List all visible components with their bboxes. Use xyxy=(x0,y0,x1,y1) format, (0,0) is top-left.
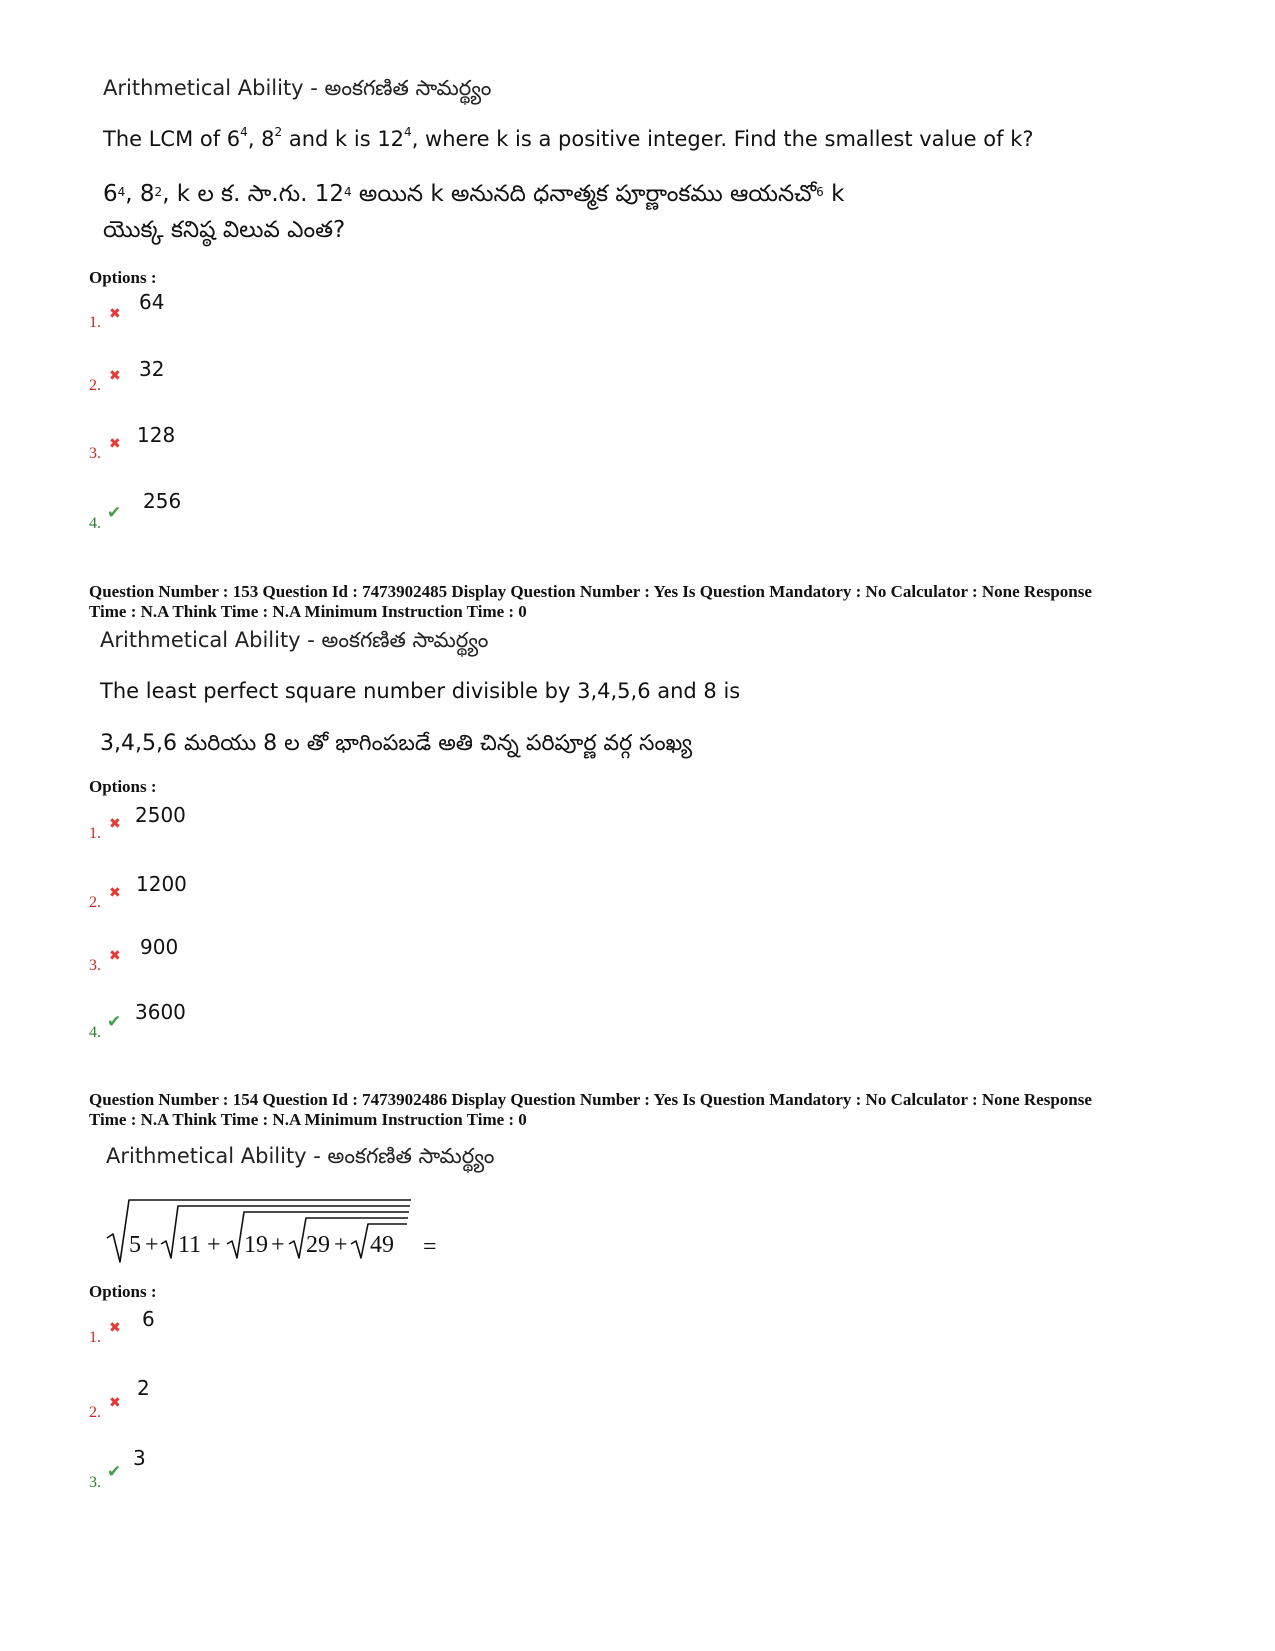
option-item[interactable] xyxy=(0,1307,400,1347)
meta-line-1: Question Number : 154 Question Id : 7473902486 Display Question Number : Yes Is Question Mandatory : No Calculator : None Response xyxy=(89,1090,1092,1109)
option-value: 128 xyxy=(137,423,176,447)
option-value: 3600 xyxy=(135,1000,186,1024)
option-value: 32 xyxy=(139,357,165,381)
option-number: 1. xyxy=(89,825,101,842)
option-number: 3. xyxy=(89,445,101,462)
option-number: 4. xyxy=(89,1024,101,1041)
subject-heading: Arithmetical Ability - అంకగణిత సామర్థ్యం xyxy=(103,76,492,100)
option-number: 2. xyxy=(89,894,101,911)
plus-sign: + xyxy=(145,1232,159,1258)
check-icon: ✔ xyxy=(107,1462,122,1482)
options-label: Options : xyxy=(89,268,157,287)
options-label: Options : xyxy=(89,777,157,796)
option-value: 256 xyxy=(143,489,182,513)
option-number: 3. xyxy=(89,957,101,974)
option-value: 2 xyxy=(137,1376,150,1400)
cross-icon: ✖ xyxy=(109,368,121,384)
option-item[interactable] xyxy=(0,423,400,463)
plus-sign: + xyxy=(334,1232,348,1258)
term-11: 11 xyxy=(178,1232,202,1258)
telugu-line-2: యొక్క కనిష్ఠ విలువ ఎంత? xyxy=(103,217,346,243)
term-29: 29 xyxy=(306,1232,330,1258)
subject-heading: Arithmetical Ability - అంకగణిత సామర్థ్యం xyxy=(106,1144,495,1168)
subject-heading: Arithmetical Ability - అంకగణిత సామర్థ్యం xyxy=(100,628,489,652)
option-item[interactable] xyxy=(0,1000,400,1040)
options-label: Options : xyxy=(89,1282,157,1301)
option-item[interactable] xyxy=(0,489,400,532)
option-item[interactable] xyxy=(0,872,400,912)
meta-line-1: Question Number : 153 Question Id : 7473902485 Display Question Number : Yes Is Question Mandatory : No Calculator : None Response xyxy=(89,582,1092,601)
question-meta xyxy=(89,582,1199,622)
option-item[interactable] xyxy=(0,1446,400,1491)
cross-icon: ✖ xyxy=(109,306,121,322)
cross-icon: ✖ xyxy=(109,1395,121,1411)
term-19: 19 xyxy=(244,1232,268,1258)
option-item[interactable] xyxy=(0,1376,400,1421)
option-number: 3. xyxy=(89,1474,101,1491)
term-49: 49 xyxy=(370,1232,394,1258)
question-text-telugu xyxy=(103,176,1103,248)
nested-radical-formula xyxy=(105,1196,465,1268)
option-value: 3 xyxy=(133,1446,146,1470)
question-text-telugu: 3,4,5,6 మరియు 8 ల తో భాగింపబడే అతి చిన్న పరిపూర్ణ వర్గ సంఖ్య xyxy=(100,731,693,756)
term-5: 5 xyxy=(129,1232,141,1258)
cross-icon: ✖ xyxy=(109,948,121,964)
option-value: 6 xyxy=(142,1307,155,1331)
option-value: 2500 xyxy=(135,803,186,827)
cross-icon: ✖ xyxy=(109,885,121,901)
option-value: 64 xyxy=(139,290,165,314)
meta-line-2: Time : N.A Think Time : N.A Minimum Instruction Time : 0 xyxy=(89,1110,527,1129)
check-icon: ✔ xyxy=(107,1012,122,1032)
plus-sign: + xyxy=(207,1232,221,1258)
question-meta xyxy=(89,1090,1199,1130)
option-number: 1. xyxy=(89,314,101,331)
option-item[interactable] xyxy=(0,935,400,975)
option-value: 1200 xyxy=(136,872,187,896)
option-value: 900 xyxy=(140,935,179,959)
telugu-line-1: $6^4$, $8^2$, k ల క. సా.గు. $12^4$ అయిన k అనునది ధనాత్మక పూర్ణాంకము ఆయనచో$^6$ k xyxy=(103,181,845,207)
plus-sign: + xyxy=(271,1232,285,1258)
question-text-english: The least perfect square number divisible by 3,4,5,6 and 8 is xyxy=(100,679,741,703)
option-number: 1. xyxy=(89,1329,101,1346)
cross-icon: ✖ xyxy=(109,1320,121,1336)
option-item[interactable] xyxy=(0,803,400,843)
option-number: 2. xyxy=(89,377,101,394)
equals-sign: = xyxy=(423,1234,437,1260)
cross-icon: ✖ xyxy=(109,816,121,832)
question-text-english: The LCM of $6^4$, $8^2$ and k is $12^4$, where k is a positive integer. Find the smallest value of k? xyxy=(103,125,1034,151)
meta-line-2: Time : N.A Think Time : N.A Minimum Instruction Time : 0 xyxy=(89,602,527,621)
option-item[interactable] xyxy=(0,357,400,397)
check-icon: ✔ xyxy=(107,503,122,523)
option-number: 4. xyxy=(89,515,101,532)
option-number: 2. xyxy=(89,1404,101,1421)
cross-icon: ✖ xyxy=(109,436,121,452)
option-item[interactable] xyxy=(0,290,400,330)
